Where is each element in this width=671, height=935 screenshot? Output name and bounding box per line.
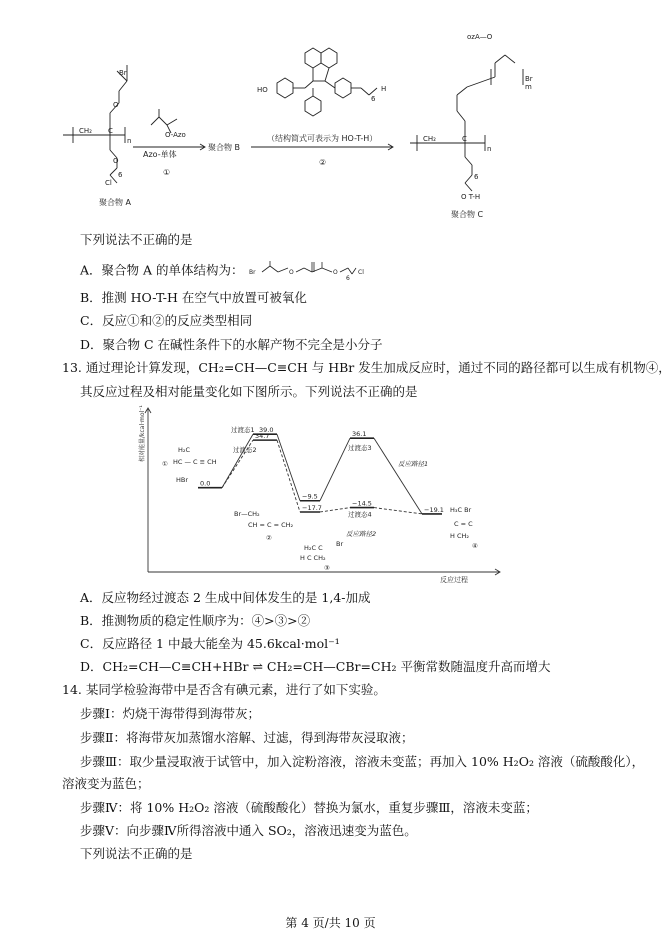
arrow-2-note: （结构简式可表示为 HO-T-H） [267,134,378,143]
level-label-int2: −9.5 [302,492,318,501]
level-label-int3: −17.7 [302,503,322,512]
polymer-a-label: 聚合物 A [99,198,132,207]
polymer-c-oth: O T-H [461,193,481,201]
series-1-segment-3 [320,438,350,501]
series-1-segment-4 [374,438,422,514]
mol-4-b: C = C [454,520,473,528]
level-label-ts4: −14.5 [352,499,372,508]
q12-prompt: 下列说法不正确的是 [80,232,193,247]
q14-step-3: 步骤Ⅲ：取少量浸取液于试管中，加入淀粉溶液，溶液未变蓝；再加入 10% H₂O₂ 溶液（硫酸酸化）， [80,754,645,769]
polymer-c-label: 聚合物 C [451,210,484,219]
q14-step-4: 步骤Ⅳ：将 10% H₂O₂ 溶液（硫酸酸化）替换为氯水，重复步骤Ⅲ，溶液未变蓝； [80,800,538,815]
svg-text:O: O [332,269,338,276]
mol-3-index: ③ [324,564,330,572]
polymer-c-ch2: CH₂ [423,135,436,143]
polymer-c-n: n [487,145,492,153]
q12-option-a [80,260,373,282]
mol-1-a: H₂C [178,446,191,454]
level-text-ts3: 过渡态3 [348,444,372,453]
polymer-a-n: n [127,137,132,145]
series-2-segment-4 [374,508,422,514]
q13-option-c: C．反应路径 1 中最大能垒为 45.6kcal·mol⁻¹ [80,636,340,651]
q13-option-b: B．推测物质的稳定性顺序为：④>③>② [80,613,311,628]
page-footer: 第 4 页/共 10 页 [285,916,376,930]
level-label-ts3: 36.1 [352,430,367,439]
mol-4-c: H CH₂ [450,532,469,540]
q13-line-1: 13. 通过理论计算发现，CH₂=CH—C≡CH 与 HBr 发生加成反应时，通过不同的路径都可以生成有机物④， [62,360,671,375]
polymer-c-c: C [462,135,467,143]
y-axis-label: 相对能量/kcal·mol⁻¹ [139,405,146,462]
monomer-o-azo: O-Azo [165,131,186,139]
x-axis-label: 反应过程 [440,576,468,584]
svg-text:6: 6 [345,275,350,282]
svg-text:O: O [288,269,294,276]
mol-2-a: Br—CH₂ [234,510,260,518]
level-label-ts1: 39.0 [259,426,274,435]
path-1-label: 反应路径1 [398,460,429,468]
mol-3-c: H C CH₂ [300,554,326,562]
q14-step-2: 步骤Ⅱ：将海带灰加蒸馏水溶解、过滤，得到海带灰浸取液； [80,730,414,745]
polymer-c-oza: ozA—O [467,33,493,41]
level-label-reactant: 0.0 [200,479,211,488]
mol-1-b: HC — C ≡ CH [173,458,217,466]
polymer-a-cl: Cl [105,179,112,187]
step-2-label: ② [319,158,327,167]
path-2-label: 反应路径2 [346,530,377,538]
energy-diagram [140,404,510,584]
monomer-label: Azo-单体 [143,150,177,159]
polymer-c-6: 6 [474,173,479,181]
mol-2-b: CH = C = CH₂ [248,521,294,529]
q14-step-3-cont: 溶液变为蓝色； [62,776,150,791]
level-text-ts2: 过渡态2 [233,446,257,455]
svg-text:Cl: Cl [357,269,364,276]
mol-1-c: HBr [176,476,189,484]
q12-option-a-text: A．聚合物 A 的单体结构为： [80,262,244,278]
series-1-segment-1 [222,434,253,487]
q14-step-5: 步骤Ⅴ：向步骤Ⅳ所得溶液中通入 SO₂，溶液迅速变为蓝色。 [80,823,417,838]
polymer-b-label: 聚合物 B [208,143,241,152]
hoth-ho: HO [257,86,268,94]
q13-line-2: 其反应过程及相对能量变化如下图所示。下列说法不正确的是 [80,384,418,399]
q12-option-b: B．推测 HO-T-H 在空气中放置可被氧化 [80,290,307,305]
polymer-a-o2: O [113,157,119,165]
q12-option-d: D．聚合物 C 在碱性条件下的水解产物不完全是小分子 [80,337,383,352]
polymer-c-m: m [525,83,532,91]
mol-4-index: ④ [472,542,478,550]
mol-4-a: H₃C Br [450,506,472,514]
mol-3-a: Br [336,540,344,548]
step-1-label: ① [163,168,171,177]
hoth-h: H [381,85,387,93]
level-label-prod4: −19.1 [424,505,444,514]
polymer-a-ch2: CH₂ [79,127,92,135]
q14-step-1: 步骤Ⅰ：灼烧干海带得到海带灰； [80,706,260,721]
q13-option-a: A．反应物经过渡态 2 生成中间体发生的是 1,4-加成 [80,590,371,605]
svg-text:Br: Br [248,269,256,276]
level-text-ts1: 过渡态1 [231,426,255,435]
q12-monomer-structure [248,260,373,282]
level-text-ts4: 过渡态4 [348,510,372,519]
q12-option-c: C．反应①和②的反应类型相同 [80,313,253,328]
q13-option-d: D．CH₂=CH—C≡CH+HBr ⇌ CH₂=CH—CBr=CH₂ 平衡常数随温度升高而增大 [80,659,551,674]
mol-2-index: ② [266,534,272,542]
polymer-a-br: Br [119,69,127,77]
reaction-scheme [55,25,615,225]
polymer-a-o1: O [113,101,119,109]
polymer-c-br: Br [525,75,533,83]
polymer-a-c: C [108,127,113,135]
series-2-segment-3 [320,508,350,512]
mol-1-index: ① [162,460,168,468]
q14-prompt: 下列说法不正确的是 [80,846,193,861]
series-2-segment-2 [277,440,300,512]
hoth-sub: 6 [371,95,376,103]
polymer-a-6: 6 [118,171,123,179]
series-1-segment-2 [277,434,300,501]
level-label-ts2: 34.7 [255,432,270,441]
q14-line-1: 14. 某同学检验海带中是否含有碘元素，进行了如下实验。 [62,682,386,697]
mol-3-b: H₂C C [304,544,323,552]
